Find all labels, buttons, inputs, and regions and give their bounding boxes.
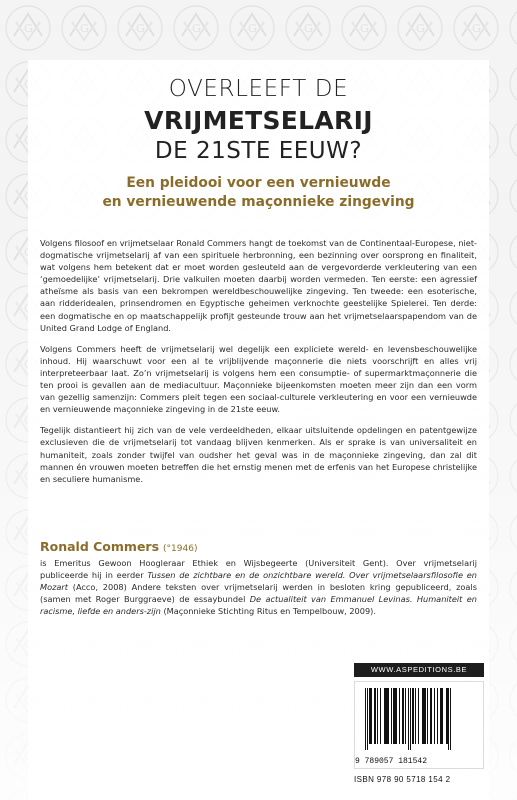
isbn-text: ISBN 978 90 5718 154 2 [354,775,451,784]
barcode-bar [442,688,443,744]
author-heading [40,536,197,555]
bio-title-1: Tussen de zichtbare en de onzichtbare wereld. Over vrijmetselaarsfilosofie en Mozart [40,570,477,593]
barcode-bar [377,688,378,744]
blurb-paragraph-1: Volgens filosoof en vrijmetselaar Ronald Commers hangt de toekomst van de Continentaal-Europese, niet-dogmatische vrijmetselarij af van een spirituele herbronning, een bezinning over oorsprong en finaliteit, wat volgens hem betekent dat er moet worden gesleuteld aan de vergevorderde verkleutering van een ‘gemoedelijke’ vrijmetselarij. Drie valkuilen moeten daarbij worden vermeden. Ten eerste: een agressief atheïsme als basis van een bekrompen wereldbeschouwelijke zingeving. Ten tweede: een esoterische, aan ridderidealen, prinsendromen en Egyptische geheimen verknochte geestelijke Spielerei. Ten derde: een dogmatische en op maatschappelijk profijt gesteunde trouw aan het vrijmetselaarspapendom van de United Grand Lodge of England. [40,238,477,333]
barcode-bar [440,688,442,744]
blurb-text [40,237,477,494]
bio-text-a: is Emeritus Gewoon Hoogleraar Ethiek en Wijsbegeerte (Universiteit Gent). Over vrijmetselarij publiceerde hij in eerder [40,558,477,581]
barcode-bar [391,688,392,744]
barcode-bar [371,688,372,744]
barcode-bar [380,688,381,744]
barcode-bar [434,688,435,744]
barcode-bar [412,688,414,744]
barcode-bar [408,688,409,750]
publisher-website: WWW.ASPEDITIONS.BE [354,663,484,677]
author-name: Ronald Commers [40,539,160,554]
barcode-bar [367,688,368,750]
barcode-bar [399,688,400,744]
barcode-bar [386,688,388,744]
barcode-bar [450,688,451,750]
barcode-bar [402,688,404,744]
barcode-bar [427,688,428,744]
author-birth-year: (°1946) [163,544,198,554]
barcode-bar [388,688,389,744]
barcode-bar [422,688,424,744]
barcode-bar [446,688,448,744]
barcode-bars [355,682,483,754]
barcode-bar [369,688,371,744]
bio-text-c: (Acco, 2008) Andere teksten over vrijmetselarij werden in besloten kring gepubliceerd, zoals (samen met Roger Burggraeve) de essaybundel [40,582,477,605]
barcode-bar [410,688,411,750]
author-bio [40,557,477,617]
barcode-bar [374,688,376,744]
title-line-1: OVERLEEFT DE [168,76,349,102]
subtitle-line-1: Een pleidooi voor een vernieuwde [126,175,391,191]
blurb-paragraph-3: Tegelijk distantieert hij zich van de vele verdeeldheden, elkaar uitsluitende opdelingen en patentgewijze exclusieven die de vrijmetselarij tot vandaag blijven kenmerken. Als er sprake is van universaliteit en humaniteit, zoals zonder twijfel van oudsher het geval was in de maçonnieke zingeving, dan zal dit mannen én vrouwen moeten betreffen die het ernstig menen met de erfenis van het Europese christelijke en seculiere humanisme. [40,425,477,484]
barcode-bar [415,688,416,744]
barcode-bar [437,688,438,744]
title-line-3: DE 21STE EEUW? [154,138,363,164]
barcode-bar [448,688,449,750]
barcode-bar [395,688,397,744]
bio-text-e: (Maçonnieke Stichting Ritus en Tempelbouw, 2009). [160,606,376,617]
bio-title-2: De actualiteit van Emmanuel Levinas. Humaniteit en racisme, liefde en anders-zijn [40,594,477,617]
barcode-bar [393,688,395,744]
subtitle-line-2: en vernieuwende maçonnieke zingeving [102,194,415,210]
barcode-block [354,663,484,783]
barcode-bar [424,688,426,744]
blurb-paragraph-2: Volgens Commers heeft de vrijmetselarij wel degelijk een expliciete wereld- en levensbeschouwelijke inhoud. Hij waarschuwt voor een al te vrijblijvende maçonnerie die niets voorschrijft en alles vrij interpreteerbaar laat. Zo’n vrijmetselarij is volgens hem een consumptie- of supermarktmaçonnerie die ten prooi is gevallen aan de mediacultuur. Maçonnieke bijeenkomsten moeten meer zijn dan een vorm van gezellig samenzijn: Commers pleit tegen een sociaal-culturele verkleutering en voor een vernieuwde en vernieuwende maçonnieke zingeving in de 21ste eeuw. [40,343,477,415]
barcode [354,681,484,769]
barcode-digits: 9 789057 181542 [355,757,428,766]
barcode-bar [430,688,432,744]
barcode-bar [418,688,419,744]
barcode-bar [365,688,366,750]
barcode-bar [405,688,406,744]
subtitle [0,174,517,212]
barcode-bar [384,688,386,744]
title-line-2: VRIJMETSELARIJ [144,106,373,135]
